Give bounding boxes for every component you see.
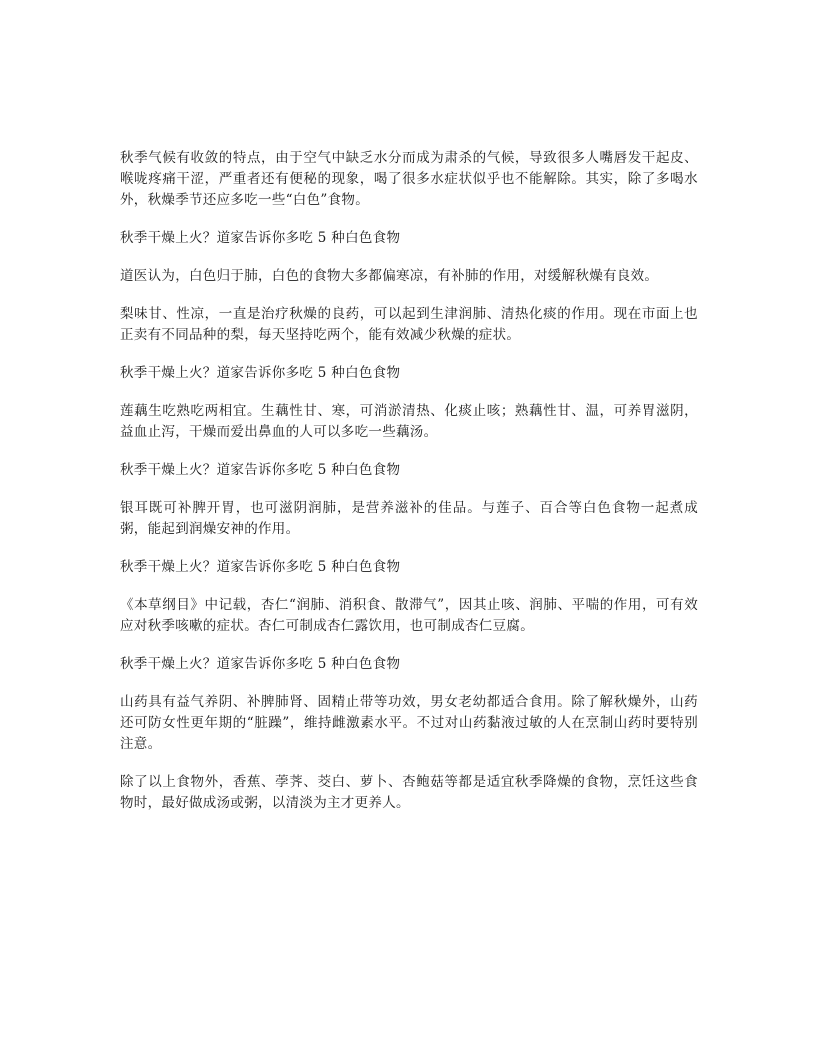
intro-paragraph: 秋季气候有收敛的特点，由于空气中缺乏水分而成为肃杀的气候，导致很多人嘴唇发干起皮、喉咙疼痛干涩，严重者还有便秘的现象，喝了很多水症状似乎也不能解除。其实，除了多喝水外，秋燥季节还应多吃一些“白色”食物。 bbox=[120, 150, 698, 208]
section-heading: 秋季干燥上火？道家告诉你多吃 5 种白色食物 bbox=[120, 559, 401, 575]
body-paragraph-white-fungus: 银耳既可补脾开胃，也可滋阴润肺，是营养滋补的佳品。与莲子、百合等白色食物一起煮成粥，能起到润燥安神的作用。 bbox=[120, 500, 698, 537]
section-heading: 秋季干燥上火？道家告诉你多吃 5 种白色食物 bbox=[120, 656, 401, 672]
section-heading: 秋季干燥上火？道家告诉你多吃 5 种白色食物 bbox=[120, 462, 401, 478]
closing-paragraph: 除了以上食物外，香蕉、荸荠、茭白、萝卜、杏鲍菇等都是适宜秋季降燥的食物，烹饪这些食物时，最好做成汤或粥，以清淡为主才更养人。 bbox=[120, 774, 698, 811]
body-paragraph: 道医认为，白色归于肺，白色的食物大多都偏寒凉，有补肺的作用，对缓解秋燥有良效。 bbox=[120, 268, 659, 284]
body-paragraph-pear: 梨味甘、性凉，一直是治疗秋燥的良药，可以起到生津润肺、清热化痰的作用。现在市面上也正卖有不同品种的梨，每天坚持吃两个，能有效减少秋燥的症状。 bbox=[120, 306, 698, 343]
body-paragraph-yam: 山药具有益气养阴、补脾肺肾、固精止带等功效，男女老幼都适合食用。除了解秋燥外，山药还可防女性更年期的“脏躁”，维持雌激素水平。不过对山药黏液过敏的人在烹制山药时要特别注意。 bbox=[120, 694, 698, 752]
body-paragraph-lotus-root: 莲藕生吃熟吃两相宜。生藕性甘、寒，可消淤清热、化痰止咳；熟藕性甘、温，可养胃滋阴，益血止泻，干燥而爱出鼻血的人可以多吃一些藕汤。 bbox=[120, 403, 698, 440]
document-page bbox=[120, 148, 698, 831]
body-paragraph-almond: 《本草纲目》中记载，杏仁“润肺、消积食、散滞气”，因其止咳、润肺、平喘的作用，可有效应对秋季咳嗽的症状。杏仁可制成杏仁露饮用，也可制成杏仁豆腐。 bbox=[120, 597, 698, 634]
section-heading: 秋季干燥上火？道家告诉你多吃 5 种白色食物 bbox=[120, 230, 401, 246]
section-heading: 秋季干燥上火？道家告诉你多吃 5 种白色食物 bbox=[120, 365, 401, 381]
